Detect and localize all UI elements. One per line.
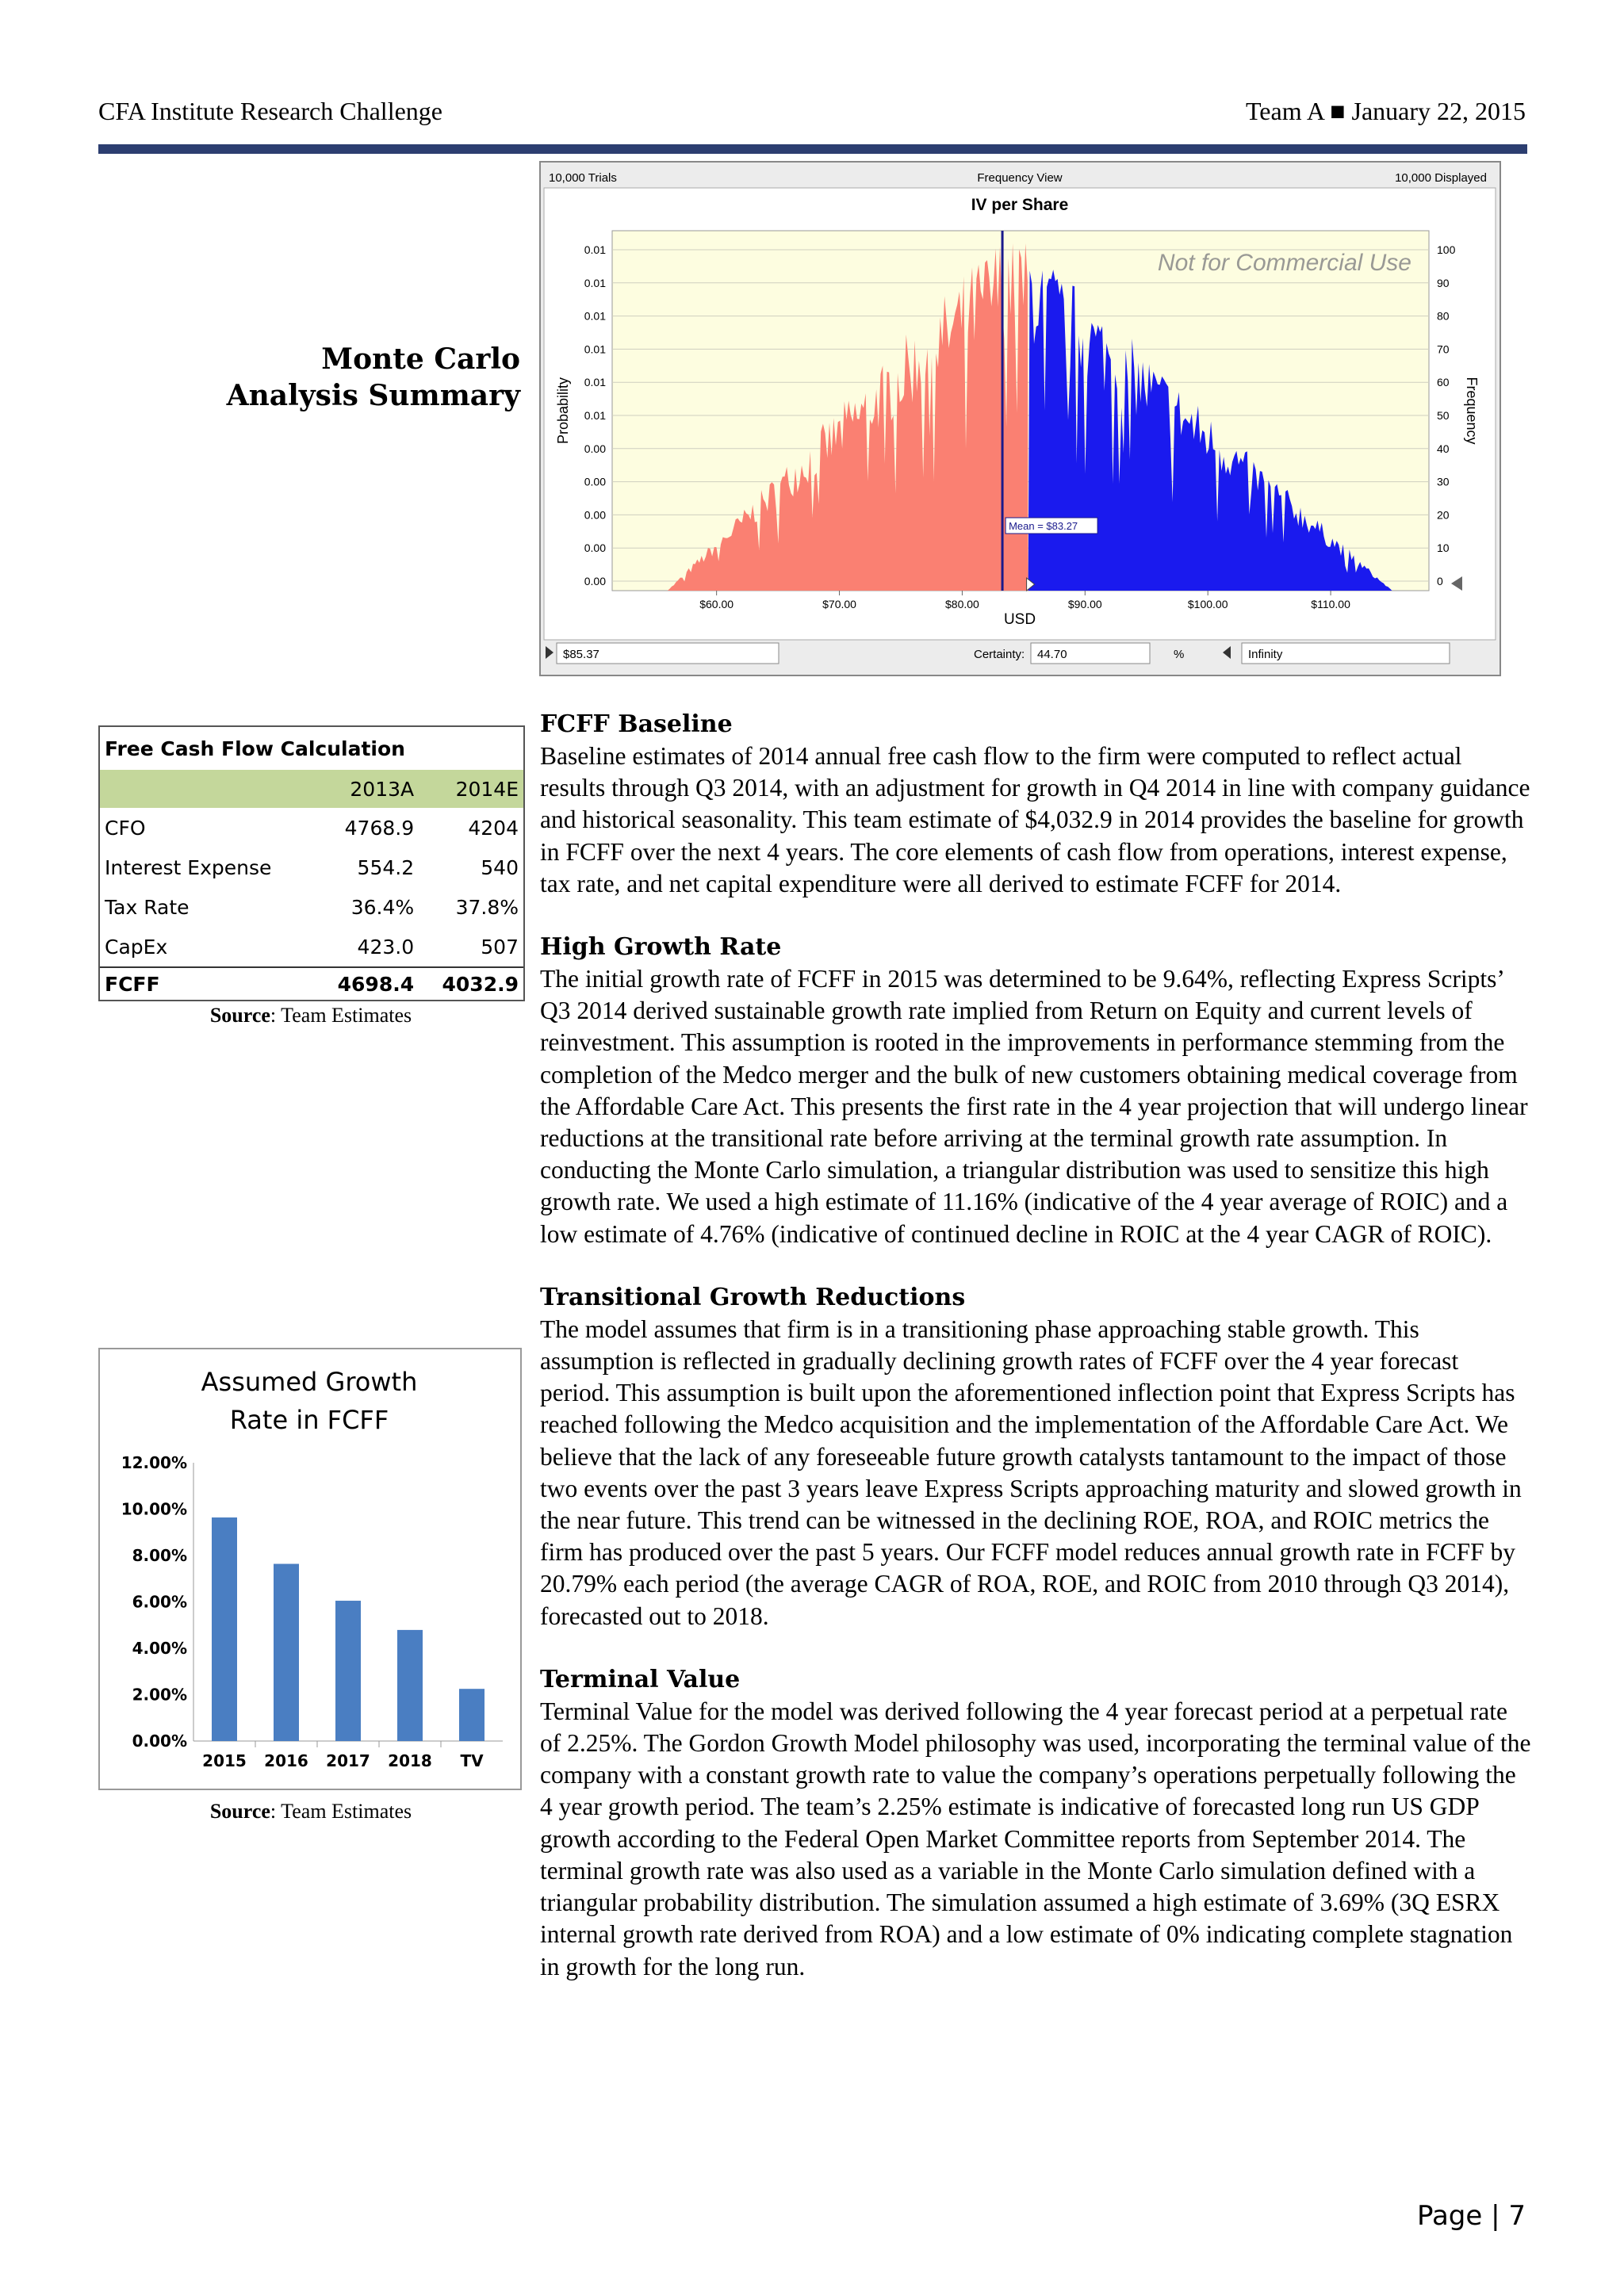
mc-watermark: Not for Commercial Use xyxy=(1157,250,1411,276)
table-source: Source: Team Estimates xyxy=(209,1004,412,1027)
mc-x-tick: $110.00 xyxy=(1311,598,1350,610)
svg-text:Mean = $83.27: Mean = $83.27 xyxy=(1009,520,1078,532)
row-value: 423.0 xyxy=(357,935,415,959)
chart-y-tick: 4.00% xyxy=(132,1639,187,1658)
chart-x-tick: 2017 xyxy=(326,1751,370,1770)
mc-y-right-tick: 90 xyxy=(1437,276,1450,289)
mc-y-left-tick: 0.00 xyxy=(584,541,606,555)
row-value: 36.4% xyxy=(350,895,415,919)
header-rule xyxy=(98,144,1527,154)
section-title: FCFF Baseline xyxy=(540,710,733,738)
mc-y-left-tick: 0.01 xyxy=(584,276,606,289)
mc-y-left-tick: 0.01 xyxy=(584,309,606,323)
mc-y-right-tick: 80 xyxy=(1437,309,1450,323)
mc-y-left-tick: 0.01 xyxy=(584,243,606,256)
table-row xyxy=(100,808,523,848)
mc-x-tick: $70.00 xyxy=(822,598,856,610)
mc-y-right-tick: 60 xyxy=(1437,376,1450,389)
chart-bar-2017 xyxy=(335,1601,361,1741)
fcf-table xyxy=(98,725,525,1001)
side-heading xyxy=(227,341,520,414)
chart-bar-TV xyxy=(459,1689,485,1741)
row-label: Tax Rate xyxy=(105,895,190,919)
row-label: CapEx xyxy=(105,935,168,959)
chart-x-tick: TV xyxy=(460,1751,484,1770)
row-value: 554.2 xyxy=(357,855,415,879)
mc-y-right-tick: 70 xyxy=(1437,342,1450,356)
mc-y-right-tick: 40 xyxy=(1437,442,1450,455)
section-transitional xyxy=(540,1282,1531,1632)
monte-carlo-figure xyxy=(539,161,1501,676)
section-title: High Growth Rate xyxy=(540,933,782,962)
mc-title: IV per Share xyxy=(971,196,1069,214)
chart-y-tick: 2.00% xyxy=(132,1685,187,1705)
row-label: CFO xyxy=(105,816,146,840)
chart-bar-2018 xyxy=(397,1630,423,1741)
section-text: The model assumes that firm is in a transitioning phase approaching stable growth. This assumption is reflected in gradually declining growth rates of FCFF over the 4 year forecast period. This assumption is built upon the aforementioned inflection point that Express Scripts has reached following the Medco acquisition and the implementation of the Affordable Care Act. We believe that the lack of any foreseeable future growth catalysts tantamount to the impact of those two events over the past 3 years leave Express Scripts approaching maturity and slowed growth in the near future. This trend can be witnessed in the declining ROE, ROA, and ROIC metrics the firm has produced over the past 5 years. Our FCFF model reduces annual growth rate in FCFF by 20.79% each period (the average CAGR of ROA, ROE, and ROIC from 2010 through Q3 2014), forecasted out to 2018. xyxy=(540,1314,1522,1630)
section-high-growth xyxy=(540,932,1531,1250)
chart-y-tick: 12.00% xyxy=(121,1453,187,1472)
table-row xyxy=(100,848,523,887)
mc-x-tick: $60.00 xyxy=(699,598,734,610)
section-fcff-baseline xyxy=(540,709,1531,900)
chart-title-line2: Rate in FCFF xyxy=(229,1405,389,1435)
side-heading-line2: Analysis Summary xyxy=(226,379,520,412)
mc-y-right-tick: 10 xyxy=(1437,541,1450,555)
mc-y-left-label: Probability xyxy=(555,377,571,445)
body-text xyxy=(540,709,1531,2015)
fcf-col-2013: 2013A xyxy=(314,770,419,808)
mc-x-tick: $100.00 xyxy=(1187,598,1228,610)
row-value: 507 xyxy=(481,935,519,959)
mc-y-left-tick: 0.01 xyxy=(584,342,606,356)
total-label: FCFF xyxy=(100,967,314,1000)
mc-y-right-tick: 30 xyxy=(1437,475,1450,488)
mc-displayed: 10,000 Displayed xyxy=(1395,171,1487,185)
mc-y-left-tick: 0.01 xyxy=(584,409,606,422)
mc-y-left-tick: 0.00 xyxy=(584,475,606,488)
mc-view: Frequency View xyxy=(977,171,1063,185)
row-value: 4768.9 xyxy=(344,816,415,840)
row-value: 37.8% xyxy=(455,895,519,919)
chart-x-tick: 2015 xyxy=(202,1751,247,1770)
table-row xyxy=(100,887,523,927)
total-value: 4698.4 xyxy=(314,967,419,1000)
mc-certainty-value: 44.70 xyxy=(1037,648,1067,661)
table-row-total xyxy=(100,967,523,1000)
mc-x-label: USD xyxy=(1003,611,1036,628)
mc-y-left-tick: 0.00 xyxy=(584,575,606,587)
mc-percent-sign: % xyxy=(1174,648,1185,661)
chart-source: Source: Team Estimates xyxy=(209,1800,412,1823)
side-heading-line1: Monte Carlo xyxy=(321,342,520,376)
page-number: Page | 7 xyxy=(1416,2200,1526,2232)
mc-upper-input-value: Infinity xyxy=(1248,648,1283,661)
table-row xyxy=(100,927,523,967)
mc-y-left-tick: 0.00 xyxy=(584,508,606,522)
fcf-table-title: Free Cash Flow Calculation xyxy=(105,737,405,760)
mc-y-right-tick: 50 xyxy=(1437,409,1450,422)
mc-y-left-tick: 0.01 xyxy=(584,376,606,389)
section-text: Baseline estimates of 2014 annual free cash flow to the firm were computed to reflect actual results through Q3 2014, with an adjustment for growth in Q4 2014 in line with company guidance and historical seasonality. This team estimate of $4,032.9 in 2014 provides the baseline for growth in FCFF over the next 4 years. The core elements of cash flow from operations, interest expense, tax rate, and net capital expenditure were all derived to estimate FCFF for 2014. xyxy=(540,742,1530,897)
mc-y-right-tick: 100 xyxy=(1437,243,1456,256)
total-value: 4032.9 xyxy=(419,967,523,1000)
chart-bar-2016 xyxy=(274,1564,299,1741)
chart-x-tick: 2018 xyxy=(388,1751,432,1770)
row-label: Interest Expense xyxy=(105,855,272,879)
header-team-date: Team A ■ January 22, 2015 xyxy=(1245,97,1526,125)
mc-trials: 10,000 Trials xyxy=(549,171,617,185)
mc-y-right-tick: 20 xyxy=(1437,508,1450,522)
row-value: 540 xyxy=(481,855,519,879)
mc-y-left-tick: 0.00 xyxy=(584,442,606,455)
mc-x-tick: $80.00 xyxy=(945,598,979,610)
chart-y-tick: 10.00% xyxy=(121,1499,187,1519)
section-title: Transitional Growth Reductions xyxy=(540,1283,966,1311)
chart-x-tick: 2016 xyxy=(264,1751,308,1770)
section-terminal-value xyxy=(540,1664,1531,1983)
fcf-col-2014: 2014E xyxy=(419,770,523,808)
mc-y-right-label: Frequency xyxy=(1464,377,1480,445)
section-title: Terminal Value xyxy=(540,1665,741,1693)
mc-mean-label xyxy=(1005,518,1097,534)
mc-y-right-tick: 0 xyxy=(1437,575,1443,587)
chart-y-tick: 6.00% xyxy=(132,1592,187,1612)
chart-bar-2015 xyxy=(212,1517,237,1741)
growth-chart xyxy=(98,1348,522,1790)
chart-title-line1: Assumed Growth xyxy=(201,1367,418,1397)
row-value: 4204 xyxy=(468,816,519,840)
mc-x-tick: $90.00 xyxy=(1067,598,1102,610)
chart-y-tick: 0.00% xyxy=(132,1732,187,1751)
section-text: Terminal Value for the model was derived following the 4 year forecast period at a perpetual rate of 2.25%. The Gordon Growth Model philosophy was used, incorporating the terminal value of the company with a constant growth rate to value the company’s operations perpetually following the 4 year growth period. The team’s 2.25% estimate is indicative of forecasted long run US GDP growth according to the Federal Open Market Committee reports from September 2014. The terminal growth rate was also used as a variable in the Monte Carlo simulation defined with a triangular probability distribution. The simulation assumed a high estimate of 3.69% (3Q ESRX internal growth rate derived from ROA) and a low estimate of 0% indicating complete stagnation in growth for the long run. xyxy=(540,1697,1531,1980)
mc-lower-input-value: $85.37 xyxy=(563,648,599,661)
mc-certainty-label: Certainty: xyxy=(974,648,1025,661)
chart-y-tick: 8.00% xyxy=(132,1546,187,1565)
header-title: CFA Institute Research Challenge xyxy=(98,97,442,125)
section-text: The initial growth rate of FCFF in 2015 was determined to be 9.64%, reflecting Express Scripts’ Q3 2014 derived sustainable growth rate implied from Return on Equity and current levels of reinvestment. This assumption is rooted in the improvements in performance stemming from the completion of the Medco merger and the bulk of new customers obtaining medical coverage from the Affordable Care Act. This presents the first rate in the 4 year projection that will undergo linear reductions at the transitional rate before arriving at the terminal growth rate assumption. In conducting the Monte Carlo simulation, a triangular distribution was used to sensitize this high growth rate. We used a high estimate of 11.16% (indicative of the 4 year average of ROIC) and a low estimate of 4.76% (indicative of continued decline in ROIC at the 4 year CAGR of ROIC). xyxy=(540,965,1528,1248)
